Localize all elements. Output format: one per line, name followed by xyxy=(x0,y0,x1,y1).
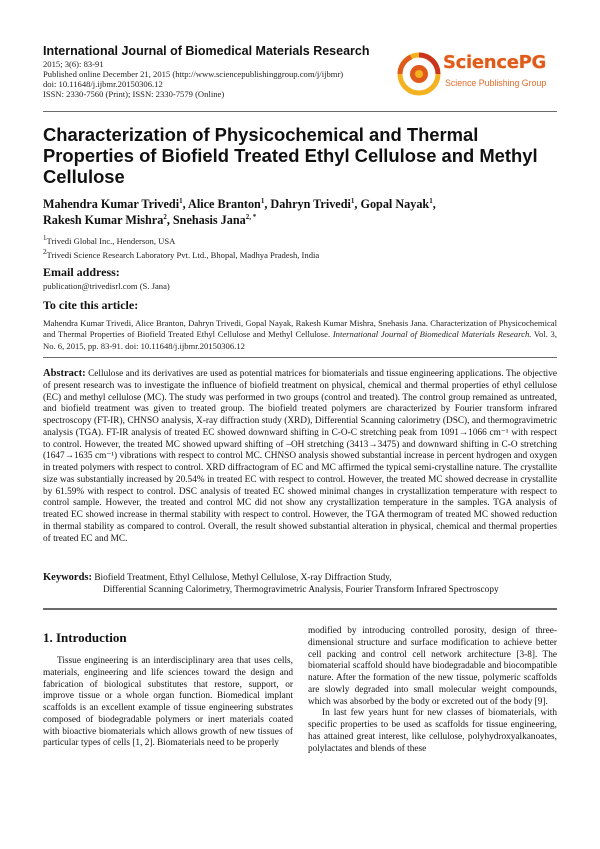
author-name: Alice Branton xyxy=(188,197,261,211)
affiliation xyxy=(43,236,175,246)
author-affil-mark: 2 xyxy=(163,212,167,221)
logo-wordmark: SciencePG xyxy=(443,52,546,73)
body-column-right xyxy=(308,626,557,755)
affiliation-mark: 2 xyxy=(43,248,47,257)
abstract xyxy=(43,368,557,545)
journal-header xyxy=(43,44,557,106)
author-affil-mark: 2, * xyxy=(245,212,257,221)
author-list: Mahendra Kumar Trivedi$^1$, Alice Branton$^1$, Dahryn Trivedi$^1$, Gopal Nayak$^1$, Rakesh Kumar Mishra$^2$, Snehasis Jana$^{2, *}$ xyxy=(43,196,436,227)
email-heading: Email address: xyxy=(43,265,120,279)
keywords xyxy=(43,571,557,595)
paragraph: In last few years hunt for new classes of biomaterials, with specific properties to be used as scaffolds for tissue engineering, has attained great interest, like cellulose, polyhydroxyalkanoates, polylactates and blends of these xyxy=(308,708,557,754)
keywords-label: Keywords: xyxy=(43,572,92,583)
article-title: Characterization of Physicochemical and Thermal Properties of Biofield Treated Ethyl Cellulose and Methyl Cellulose xyxy=(43,124,538,187)
journal-name: International Journal of Biomedical Materials Research xyxy=(43,44,370,58)
cite-heading: To cite this article: xyxy=(43,298,139,312)
author-affil-mark: 1 xyxy=(260,196,265,205)
affiliation-text: Trivedi Science Research Laboratory Pvt. Ltd., Bhopal, Madhya Pradesh, India xyxy=(46,250,320,260)
author-name: Mahendra Kumar Trivedi xyxy=(43,197,180,211)
author-affil-mark: 1 xyxy=(350,196,355,205)
author-name: Snehasis Jana xyxy=(172,213,246,227)
affiliation xyxy=(43,250,319,260)
paragraph: Tissue engineering is an interdisciplinary area that uses cells, materials, engineering and life sciences toward the design and fabrication of biological substitutes that restore, support, or improve tissue or a whole organ function. Biomedical implant scaffolds is an excellent example of tissue engineering substrates composed of biodegradable polymers or inert materials coated with bioactive biomaterials which allows growth of new tissues of particular types of cells [1, 2]. Biomaterials need to be properly xyxy=(43,656,293,749)
citation-text xyxy=(43,318,557,352)
body-column-left xyxy=(43,656,293,750)
abstract-label: Abstract: xyxy=(43,368,86,379)
author-name: Rakesh Kumar Mishra xyxy=(43,213,164,227)
affiliation-mark: 1 xyxy=(43,234,47,243)
sciencepg-logo xyxy=(397,46,557,104)
issn: ISSN: 2330-7560 (Print); ISSN: 2330-7579 (Online) xyxy=(43,89,225,99)
keywords-divider xyxy=(43,608,557,610)
author-name: Dahryn Trivedi xyxy=(270,197,351,211)
citation-journal: International Journal of Biomedical Materials Research. xyxy=(332,329,532,340)
paragraph: modified by introducing controlled porosity, design of three-dimensional structure and surface modification to achieve better cell packing and control cell network architecture [3-8]. The biomaterial scaffold should have biodegradable and biocompatible nature. After the formation of the new tissue, polymeric scaffolds are slowly degraded into small molecular weight compounds, which was absorbed by the body or excreted out of the body [9]. xyxy=(308,626,557,707)
affiliation-text: Trivedi Global Inc., Henderson, USA xyxy=(46,236,176,246)
citation-plain: Mahendra Kumar Trivedi, Alice Branton, Dahryn Trivedi, Gopal Nayak, Rakesh Kumar Mishra, Snehasis Jana. Characterization of Physicochemical and Thermal Properties of Biofield Treated Ethyl Cellulose and Methyl Cellulose. xyxy=(43,318,557,340)
section-heading-introduction: 1. Introduction xyxy=(43,630,127,645)
author-name: Gopal Nayak xyxy=(360,197,430,211)
citation-tail: Vol. 3, No. 6, 2015, pp. 83-91. doi: 10.11648/j.ijbmr.20150306.12 xyxy=(43,329,557,351)
header-divider xyxy=(43,111,557,112)
logo-subtitle: Science Publishing Group xyxy=(445,78,547,88)
abstract-text: Cellulose and its derivatives are used as potential matrices for biomaterials and tissue engineering applications. The objective of present research was to investigate the influence of biofield treatment on physical, chemical and thermal properties of ethyl cellulose (EC) and methyl cellulose (MC). The study was performed in two groups (control and treated). The control group remained as untreated, and biofield treatment was given to treated group. The biofield treated polymers are characterized by Fourier transform infrared spectroscopy (FT-IR), CHNSO analysis, X-ray diffraction study (XRD), Differential Scanning calorimetry (DSC), and thermogravimetric analysis (TGA). FT-IR analysis of treated EC showed downward shifting in C-O-C stretching peak from 1091→1066 cm⁻¹ with respect to control. However, the treated MC showed upward shifting of –OH stretching (3413→3475) and downward shifting in C-O stretching (1647→1635 cm⁻¹) vibrations with respect to control MC. CHNSO analysis showed substantial increase in percent hydrogen and oxygen in treated polymers with respect to control. XRD diffractogram of EC and MC affirmed the typical semi-crystalline nature. The crystallite size was substantially increased by 20.54% in treated EC with respect to control. However, the treated MC showed decrease in crystallite by 61.59% with respect to control. DSC analysis of treated EC showed minimal changes in crystallization temperature with respect to control sample. However, the treated and control MC did not show any crystallization temperature in the samples. TGA analysis of treated EC showed increase in thermal stability with respect to control. However, the TGA thermogram of treated MC showed reduction in thermal stability as compared to control. Overall, the result showed substantial alteration in physical, chemical and thermal properties of treated EC and MC. xyxy=(43,369,558,544)
keywords-line-1: Biofield Treatment, Ethyl Cellulose, Methyl Cellulose, X-ray Diffraction Study, xyxy=(94,573,392,583)
email-address[interactable]: publication@trivedisrl.com (S. Jana) xyxy=(43,281,170,291)
logo-swirl-icon xyxy=(397,52,441,96)
journal-issue: 2015; 3(6): 83-91 xyxy=(43,59,104,69)
cite-divider xyxy=(43,357,557,358)
doi: doi: 10.11648/j.ijbmr.20150306.12 xyxy=(43,79,163,89)
published-online[interactable]: Published online December 21, 2015 (http://www.sciencepublishinggroup.com/j/ijbmr) xyxy=(43,69,344,79)
keywords-line-2: Differential Scanning Calorimetry, Thermogravimetric Analysis, Fourier Transform Infrared Spectroscopy xyxy=(103,585,499,595)
author-affil-mark: 1 xyxy=(429,196,433,205)
author-affil-mark: 1 xyxy=(179,196,183,205)
